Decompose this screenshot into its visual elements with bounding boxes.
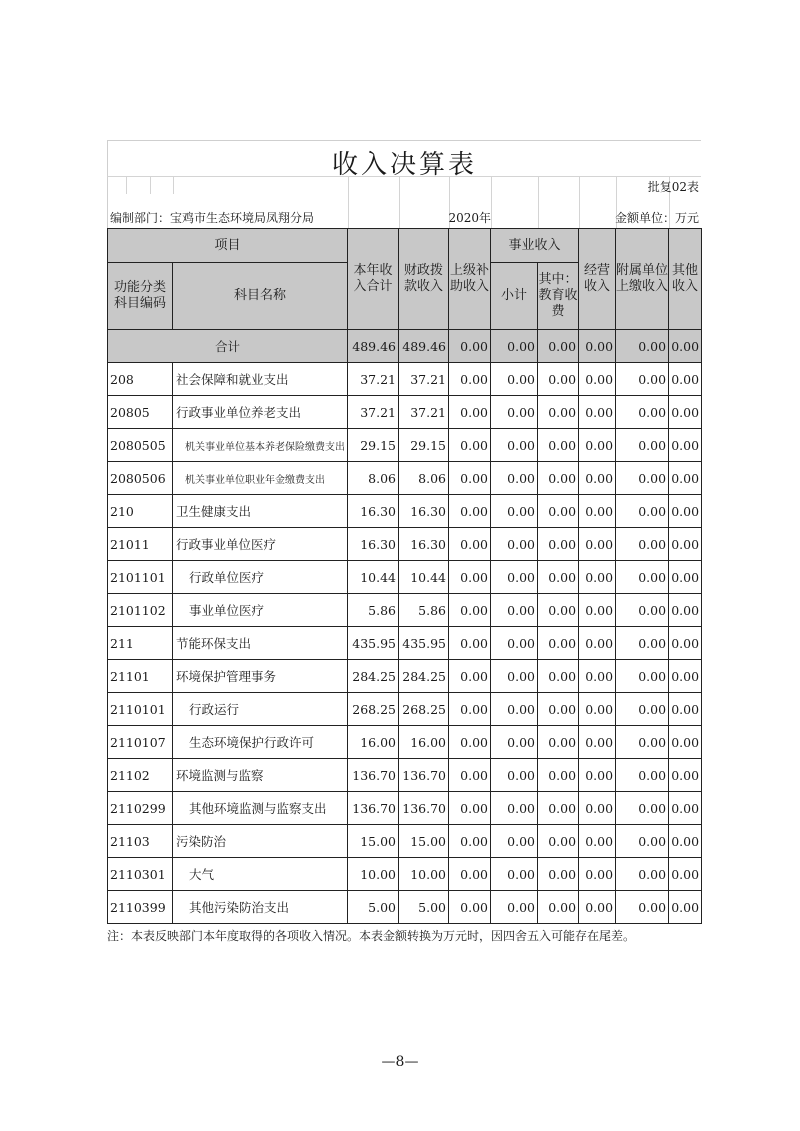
total-value: 0.00 [538,330,579,363]
row-value: 0.00 [616,792,669,825]
row-value: 0.00 [616,693,669,726]
row-value: 136.70 [399,792,449,825]
row-value: 0.00 [538,561,579,594]
row-value: 268.25 [348,693,399,726]
row-value: 0.00 [538,462,579,495]
row-value: 0.00 [491,495,538,528]
table-row [108,693,702,726]
row-value: 0.00 [449,528,491,561]
row-value: 268.25 [399,693,449,726]
table-row [108,792,702,825]
row-value: 0.00 [669,792,702,825]
row-value: 0.00 [449,693,491,726]
row-code: 2101102 [108,594,173,627]
row-value: 0.00 [579,660,616,693]
header-other-income: 其他收入 [669,229,702,330]
row-value: 16.30 [399,495,449,528]
row-value: 0.00 [579,726,616,759]
row-value: 0.00 [449,792,491,825]
total-value: 0.00 [669,330,702,363]
table-row [108,561,702,594]
row-code: 208 [108,363,173,396]
header-project: 项目 [108,229,348,263]
header-total-income: 本年收入合计 [348,229,399,330]
document-title: 收入决算表 [331,150,477,180]
total-value: 0.00 [616,330,669,363]
table-row [108,528,702,561]
row-value: 0.00 [669,627,702,660]
row-value: 0.00 [669,858,702,891]
row-value: 0.00 [538,693,579,726]
row-value: 0.00 [449,429,491,462]
row-code: 2110299 [108,792,173,825]
row-value: 0.00 [579,594,616,627]
total-label: 合计 [108,330,348,363]
row-value: 15.00 [399,825,449,858]
row-name: 节能环保支出 [173,627,348,660]
row-value: 284.25 [348,660,399,693]
row-value: 0.00 [491,825,538,858]
row-name: 其他环境监测与监察支出 [173,792,348,825]
form-number: 批复02表 [647,180,699,194]
row-value: 0.00 [616,891,669,924]
row-value: 10.00 [348,858,399,891]
row-value: 10.44 [348,561,399,594]
total-value: 0.00 [579,330,616,363]
department-label: 编制部门：宝鸡市生态环境局凤翔分局 [110,211,315,225]
header-business-income: 事业收入 [491,229,579,263]
total-row [108,330,702,363]
header-affiliated-income: 附属单位上缴收入 [616,229,669,330]
row-value: 8.06 [399,462,449,495]
row-value: 0.00 [491,363,538,396]
row-value: 0.00 [449,495,491,528]
row-name: 其他污染防治支出 [173,891,348,924]
table-row [108,594,702,627]
row-code: 2080506 [108,462,173,495]
row-value: 10.44 [399,561,449,594]
total-value: 489.46 [348,330,399,363]
row-value: 0.00 [449,759,491,792]
row-value: 0.00 [579,759,616,792]
row-value: 0.00 [616,561,669,594]
row-value: 10.00 [399,858,449,891]
row-value: 0.00 [538,726,579,759]
row-value: 16.00 [399,726,449,759]
row-value: 0.00 [449,726,491,759]
footnote: 注：本表反映部门本年度取得的各项收入情况。本表金额转换为万元时，因四舍五入可能存在尾差。 [107,929,636,943]
unit-label: 金额单位：万元 [614,211,699,225]
row-value: 0.00 [538,891,579,924]
row-value: 0.00 [538,792,579,825]
row-value: 0.00 [579,528,616,561]
row-value: 0.00 [538,594,579,627]
row-value: 0.00 [669,693,702,726]
row-value: 0.00 [491,726,538,759]
table-row [108,660,702,693]
row-value: 0.00 [669,561,702,594]
table-row [108,462,702,495]
row-name: 行政单位医疗 [173,561,348,594]
income-statement-sheet [107,140,701,944]
row-value: 15.00 [348,825,399,858]
row-value: 0.00 [579,429,616,462]
row-code: 20805 [108,396,173,429]
row-value: 0.00 [616,462,669,495]
row-value: 0.00 [579,363,616,396]
row-value: 29.15 [399,429,449,462]
header-func-code: 功能分类科目编码 [108,263,173,330]
row-code: 210 [108,495,173,528]
row-value: 0.00 [449,891,491,924]
row-value: 136.70 [399,759,449,792]
table-row [108,396,702,429]
row-code: 2110301 [108,858,173,891]
row-value: 0.00 [491,891,538,924]
header-subtotal: 小计 [491,263,538,330]
row-code: 21103 [108,825,173,858]
table-row [108,429,702,462]
row-value: 0.00 [616,858,669,891]
row-code: 21102 [108,759,173,792]
row-value: 0.00 [449,561,491,594]
row-value: 0.00 [579,495,616,528]
row-name: 社会保障和就业支出 [173,363,348,396]
row-value: 0.00 [491,858,538,891]
row-value: 284.25 [399,660,449,693]
row-value: 435.95 [348,627,399,660]
row-code: 2080505 [108,429,173,462]
row-value: 37.21 [399,363,449,396]
row-value: 0.00 [579,858,616,891]
row-value: 0.00 [669,726,702,759]
total-value: 489.46 [399,330,449,363]
row-value: 0.00 [669,528,702,561]
row-name: 环境监测与监察 [173,759,348,792]
row-value: 0.00 [669,594,702,627]
table-row [108,759,702,792]
header-fiscal-income: 财政拨款收入 [399,229,449,330]
row-value: 0.00 [491,528,538,561]
row-value: 0.00 [669,462,702,495]
header-edu-fee: 其中：教育收费 [538,263,579,330]
row-value: 16.00 [348,726,399,759]
row-value: 0.00 [538,396,579,429]
total-value: 0.00 [449,330,491,363]
row-value: 29.15 [348,429,399,462]
row-value: 0.00 [669,429,702,462]
row-value: 0.00 [449,363,491,396]
row-value: 0.00 [669,396,702,429]
row-value: 0.00 [669,363,702,396]
row-value: 0.00 [538,528,579,561]
row-value: 0.00 [616,429,669,462]
row-value: 0.00 [616,396,669,429]
row-value: 0.00 [616,627,669,660]
table-row [108,726,702,759]
row-value: 5.00 [399,891,449,924]
row-value: 136.70 [348,759,399,792]
row-value: 0.00 [538,858,579,891]
row-value: 0.00 [491,792,538,825]
row-name: 卫生健康支出 [173,495,348,528]
row-value: 0.00 [616,363,669,396]
row-value: 0.00 [579,396,616,429]
row-value: 0.00 [491,660,538,693]
row-value: 0.00 [449,660,491,693]
row-value: 0.00 [579,792,616,825]
row-value: 0.00 [449,825,491,858]
table-row [108,825,702,858]
year-label: 2020年 [448,211,491,225]
table-row [108,858,702,891]
row-value: 435.95 [399,627,449,660]
row-value: 0.00 [538,759,579,792]
row-code: 2110107 [108,726,173,759]
row-value: 0.00 [538,627,579,660]
table-row [108,627,702,660]
row-value: 0.00 [449,627,491,660]
row-code: 2101101 [108,561,173,594]
row-value: 0.00 [538,660,579,693]
row-value: 0.00 [491,759,538,792]
row-value: 37.21 [348,396,399,429]
row-value: 0.00 [616,759,669,792]
row-value: 0.00 [449,396,491,429]
row-value: 0.00 [616,594,669,627]
table-row [108,495,702,528]
row-value: 0.00 [491,462,538,495]
row-name: 事业单位医疗 [173,594,348,627]
row-code: 21101 [108,660,173,693]
row-name: 大气 [173,858,348,891]
header-subject-name: 科目名称 [173,263,348,330]
row-value: 0.00 [579,462,616,495]
table-row [108,891,702,924]
row-value: 0.00 [669,660,702,693]
row-value: 0.00 [669,495,702,528]
income-table [107,228,702,924]
title-row [107,140,701,180]
row-value: 0.00 [579,693,616,726]
row-value: 0.00 [538,363,579,396]
row-value: 0.00 [616,495,669,528]
row-value: 16.30 [348,495,399,528]
page-number: —8— [381,1054,419,1070]
row-value: 0.00 [491,594,538,627]
row-value: 0.00 [538,825,579,858]
row-value: 0.00 [491,627,538,660]
row-value: 0.00 [579,627,616,660]
row-value: 16.30 [399,528,449,561]
row-value: 0.00 [669,891,702,924]
row-value: 5.00 [348,891,399,924]
header-superior-subsidy: 上级补助收入 [449,229,491,330]
row-value: 16.30 [348,528,399,561]
row-value: 0.00 [538,429,579,462]
form-number-row [107,176,701,194]
row-value: 0.00 [449,462,491,495]
table-row [108,363,702,396]
total-value: 0.00 [491,330,538,363]
row-name: 环境保护管理事务 [173,660,348,693]
row-value: 5.86 [348,594,399,627]
row-name: 机关事业单位基本养老保险缴费支出 [173,429,348,462]
row-code: 2110399 [108,891,173,924]
row-value: 0.00 [579,891,616,924]
row-name: 污染防治 [173,825,348,858]
row-code: 2110101 [108,693,173,726]
row-value: 136.70 [348,792,399,825]
row-value: 0.00 [449,594,491,627]
row-value: 5.86 [399,594,449,627]
row-name: 机关事业单位职业年金缴费支出 [173,462,348,495]
row-value: 8.06 [348,462,399,495]
row-value: 0.00 [579,825,616,858]
row-name: 生态环境保护行政许可 [173,726,348,759]
row-name: 行政事业单位养老支出 [173,396,348,429]
row-value: 0.00 [669,759,702,792]
row-value: 0.00 [538,495,579,528]
row-value: 0.00 [491,429,538,462]
row-value: 0.00 [579,561,616,594]
row-code: 21011 [108,528,173,561]
row-code: 211 [108,627,173,660]
row-value: 0.00 [491,396,538,429]
row-name: 行政运行 [173,693,348,726]
row-name: 行政事业单位医疗 [173,528,348,561]
row-value: 37.21 [399,396,449,429]
row-value: 0.00 [616,726,669,759]
row-value: 0.00 [491,561,538,594]
row-value: 0.00 [616,528,669,561]
row-value: 0.00 [616,660,669,693]
row-value: 0.00 [616,825,669,858]
row-value: 0.00 [669,825,702,858]
header-operating-income: 经营收入 [579,229,616,330]
row-value: 0.00 [491,693,538,726]
meta-row [107,194,701,228]
row-value: 37.21 [348,363,399,396]
row-value: 0.00 [449,858,491,891]
